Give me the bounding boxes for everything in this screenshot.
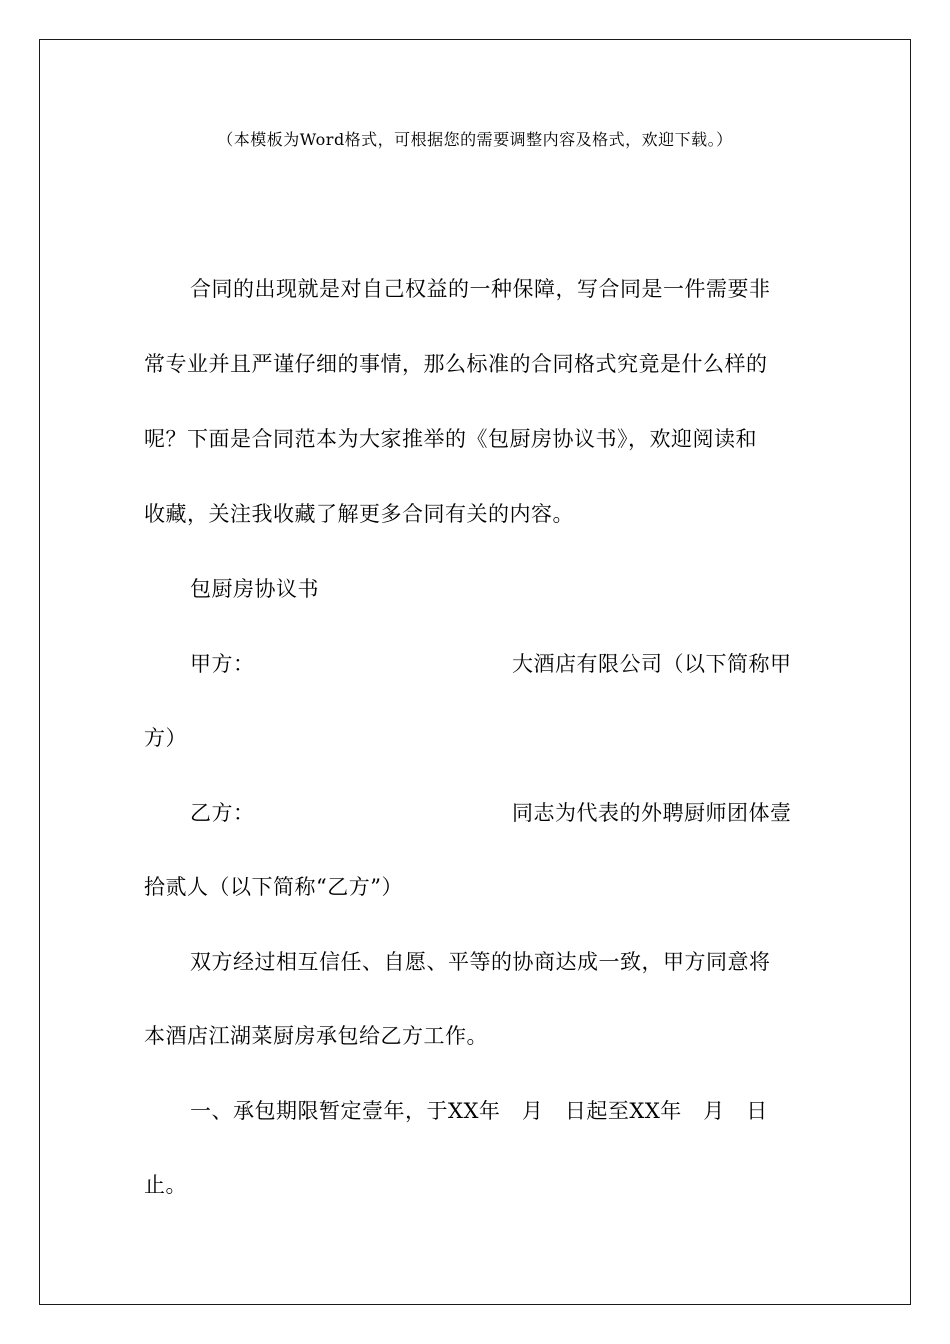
intro-paragraph-line-4: 收藏，关注我收藏了解更多合同有关的内容。 xyxy=(144,502,574,526)
party-a-label: 甲方： xyxy=(190,652,255,676)
document-title: 包厨房协议书 xyxy=(190,577,319,601)
intro-paragraph-line-1: 合同的出现就是对自己权益的一种保障，写合同是一件需要非 xyxy=(190,277,771,301)
clause-1-line-1: 一、承包期限暂定壹年，于XX年 月 日起至XX年 月 日 xyxy=(190,1099,768,1123)
party-b-value: 同志为代表的外聘厨师团体壹 xyxy=(512,801,792,825)
intro-paragraph-line-2: 常专业并且严谨仔细的事情，那么标准的合同格式究竟是什么样的 xyxy=(144,352,768,376)
party-a-value: 大酒店有限公司（以下简称甲 xyxy=(512,652,792,676)
clause-1-line-2: 止。 xyxy=(144,1173,187,1197)
intro-paragraph-line-3: 呢？下面是合同范本为大家推举的《包厨房协议书》，欢迎阅读和 xyxy=(144,427,757,451)
agreement-line-1: 双方经过相互信任、自愿、平等的协商达成一致，甲方同意将 xyxy=(190,950,771,974)
party-b-label: 乙方： xyxy=(190,801,255,825)
agreement-line-2: 本酒店江湖菜厨房承包给乙方工作。 xyxy=(144,1024,488,1048)
template-note: （本模板为Word格式，可根据您的需要调整内容及格式，欢迎下载。） xyxy=(217,130,733,149)
party-b-continuation: 拾贰人（以下简称“乙方”） xyxy=(144,875,403,899)
party-a-continuation: 方） xyxy=(144,726,187,750)
